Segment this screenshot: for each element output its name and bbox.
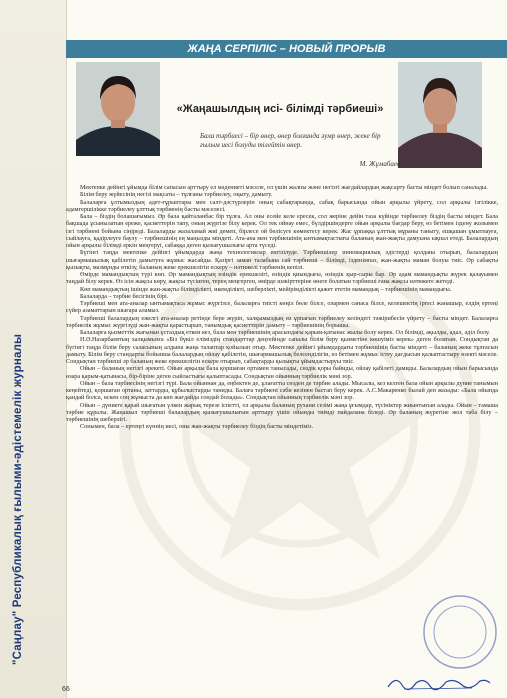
article-paragraph: Тәрбиеші балалардың ежелгі ата-аналар ретінде бере жүріп, халқымыздың өз ұрпағын тәрбиелеу кезіндегі тәжірибесін үйрету – басты міндет. Балаларға тәрбиелік жұмыс жүргізуді жан-жақты қарастырып, танымдық қасиеттерін дамыту – тәрбиешінің борышы. — [66, 314, 498, 329]
portrait-woman-right-icon — [398, 62, 482, 168]
article-paragraph: Балаларға ұлтымыздың адет-ғұрыптары мен салт-дәстүрлерін оның сабақтарында, сабақ барысында ойын арқылы үйрету, сол арқылы ізгілікке, адамгершілікке тәрбиелеу ұлттық тәрбиенің басты мәселесі. — [66, 198, 498, 213]
article-paragraph: Ойын – дүниеге қарай шығатын үлкен жарық терезе іспетті, ол арқылы баланың рухани сезімі жаңа ұғымдар, түсініктер жиынтығын алады. Ойын – тамаша тәрбие құралы. Жаңашыл тәрбиеші балалардың қызығушылығын арттыру үшін ойынды тиімді пайдалана біледі. Әр баланың жүрегіне жол таба білу – тәрбиешінің шеберлігі. — [66, 401, 498, 423]
article-paragraph: Балаларға қызметтік жағынан ұстаздық еткен кез, бала мен тәрбиешінің арасындағы қарым-қатынас жылы болу керек. Ол білімді, ақылды, адал, әділ болу. — [80, 329, 490, 336]
author-photo-left — [76, 62, 160, 156]
journal-side-band — [0, 0, 67, 698]
article-paragraph: Мектепке дейінгі ұйымда білім сапасын арттыру ел мәдениеті мәселе, ол үшін жалпы және негізгі жағдайлардың жақсарту басты міндет болып саналады. — [80, 184, 488, 191]
official-stamp-icon — [420, 592, 500, 672]
article-paragraph: Н.Ә.Назарбаевтың халқымызға «Біз бүкіл еліміздің стандарттар деңгейінде сапалы білім беру қызметіне көшуіміз керек» деген болатын. Сондықтан да бүгінгі таңда білім беру саласының алдына жаңа талаптар қойылып отыр. Мектепке дейінгі ұйымдардағы тәрбиешінің басты міндеті – баланың жеке тұлғасын дамыту. Білім беру стандарты бойынша балалардың ойлау қабілетін, шығармашылық белсенділігін, өз бетімен жұмыс істеу дағдысын қалыптастыру өзекті мәселе. Сондықтан тәрбиеші әр баланың жеке ерекшелігін ескере отырып, сабақтарды қызықты ұйымдастыруы тиіс. — [66, 336, 498, 365]
article-body — [66, 184, 498, 431]
article-paragraph: Бала – біздің болашағымыз. Әр бала қайталанбас бір тұлға. Ал оны есейе келе ересек, сол жеріне дейін таза күйінде тәрбиелеу біздің басты міндет. Бала бақшада ұсынылатын ереже, қасиеттерін тапу, оның жүргізе білу керек. Ол тек ойнау емес, бүлдіршіндерге ойын арқылы бағдар беру, өз бетімен іздену жолымен ізгі тәрбиені бойына сіңіреді. Балаларды жазаламай жиі демеп, бірлесе ой бөлісуге көмектесу керек. Жас ұрпаққа ұлттық мұраны таныту, ешқашан ұмытпауға, сыйлауға, қадірлеуге баулу – тәрбиешінің ең маңызды міндеті. Ата-ана мен тәрбиешінің ынтымақтастығы баланың жан-жақты дамуына ықпал етеді. Балалардың ойын арқылы білімді еркін меңгеруі, сабаққа деген қызығушылығы арта түседі. — [66, 213, 498, 249]
article-paragraph: Ойын – баланың негізгі әрекеті. Ойын арқылы бала қоршаған ортамен танысады, сөздік қоры байиды, ойлау қабілеті дамиды. Балалардың ойын барысында өзара қарым-қатынасы, бір-біріне деген сыйластығы қалыптасады. Сондықтан ойынның тәрбиелік мәні зор. — [66, 365, 498, 380]
article-paragraph: Өмірде мамандықтың түрі көп. Әр мамандықтың өзіндік ерекшелігі, өзіндік қиындығы, өзіндік қыр-сыры бар. Әр адам мамандықты жүрек қалауымен таңдай білу керек. Өз ісін жақсы көру, жақсы түсінген, терең меңгерген, өмірде шәкірттеріне өнеге болатын тәрбиеші ғана жақсы нәтижеге жетеді. — [66, 271, 498, 286]
article-paragraph: Балаларда – тәрбие бесігінің бірі. — [80, 292, 169, 300]
article-paragraph: Білім беру жүйесінің негізі мақсаты – тұлғаны тәрбиелеу, оқыту, дамыту. — [80, 191, 273, 199]
journal-side-title: "Саңлау" Республикалық ғылыми-әдістемелік журналы — [12, 333, 24, 665]
article-paragraph: Тәрбиеші мен ата-аналар ынтымақтаса жұмыс жүргізсе, балаларға тиісті көңіл бөле білсе, олармен санаса білсе, келешектің іргесі жанашыр, елдің ертеңі сүйер азаматтарын шығара аламыз. — [66, 300, 498, 315]
article-paragraph: Бүгінгі таңда мектепке дейінгі ұйымдарда жаңа технологиялар енгізілуде. Тәрбиешілер инновациялық әдістерді қолдана отырып, балалардың шығармашылық қабілетін дамытуға жұмыс жасайды. Қазіргі заман талабына сай тәрбиеші – білімді, ізденімпаз, жан-жақты маман болуы тиіс. Әр сабақты қызықты, мазмұнды өткізу, баланың жеке ерекшелігін ескеру – нәтижелі тәрбиенің кепілі. — [66, 249, 498, 271]
epigraph-author: М. Жұмабаев — [359, 160, 400, 168]
portrait-woman-left-icon — [76, 62, 160, 156]
article-title: «Жаңашылдың исі- білімді тәрбиеші» — [176, 103, 384, 115]
handwritten-signature-icon — [384, 673, 494, 693]
article-paragraph: Көп мамандықтың ішінде жан-жақты білімділікті, икемділікті, шеберлікті, мейірімділікті қажет ететін мамандық – тәрбиешінің мамандығы. — [80, 285, 452, 293]
author-photo-right — [398, 62, 482, 168]
article-paragraph: Сонымен, бала – ертеңгі күннің иесі, оны жан-жақты тәрбиелеу біздің басты міндетіміз. — [80, 423, 313, 431]
section-header-title: ЖАҢА СЕРПІЛІС – НОВЫЙ ПРОРЫВ — [187, 43, 386, 55]
article-paragraph: Ойын – бала тәрбиесінің негізгі түрі. Бала ойыннан да, еңбектен де, ұлағатты сөзден де тәрбие алады. Мысалы, кез келген бала ойын арқылы дүние танымын кеңейтеді, қоршаған ортаны, заттарды, құбылыстарды таниды. Балаға тәрбиені сәби кезінен бастап беру керек. А.С.Макаренко былай деп жазады: «Бала ойында қандай болса, өскен соң жұмыста да көп жағдайда сондай болады». Сондықтан ойынның тәрбиелік мәні зор. — [66, 379, 498, 402]
page-number: 66 — [62, 686, 70, 693]
article-epigraph: Бала тәрбиесі – бір өнер, өнер болғанда әумр өнер, жеке бір ғылым иесі болуды тілейтін өнер. — [200, 132, 381, 149]
